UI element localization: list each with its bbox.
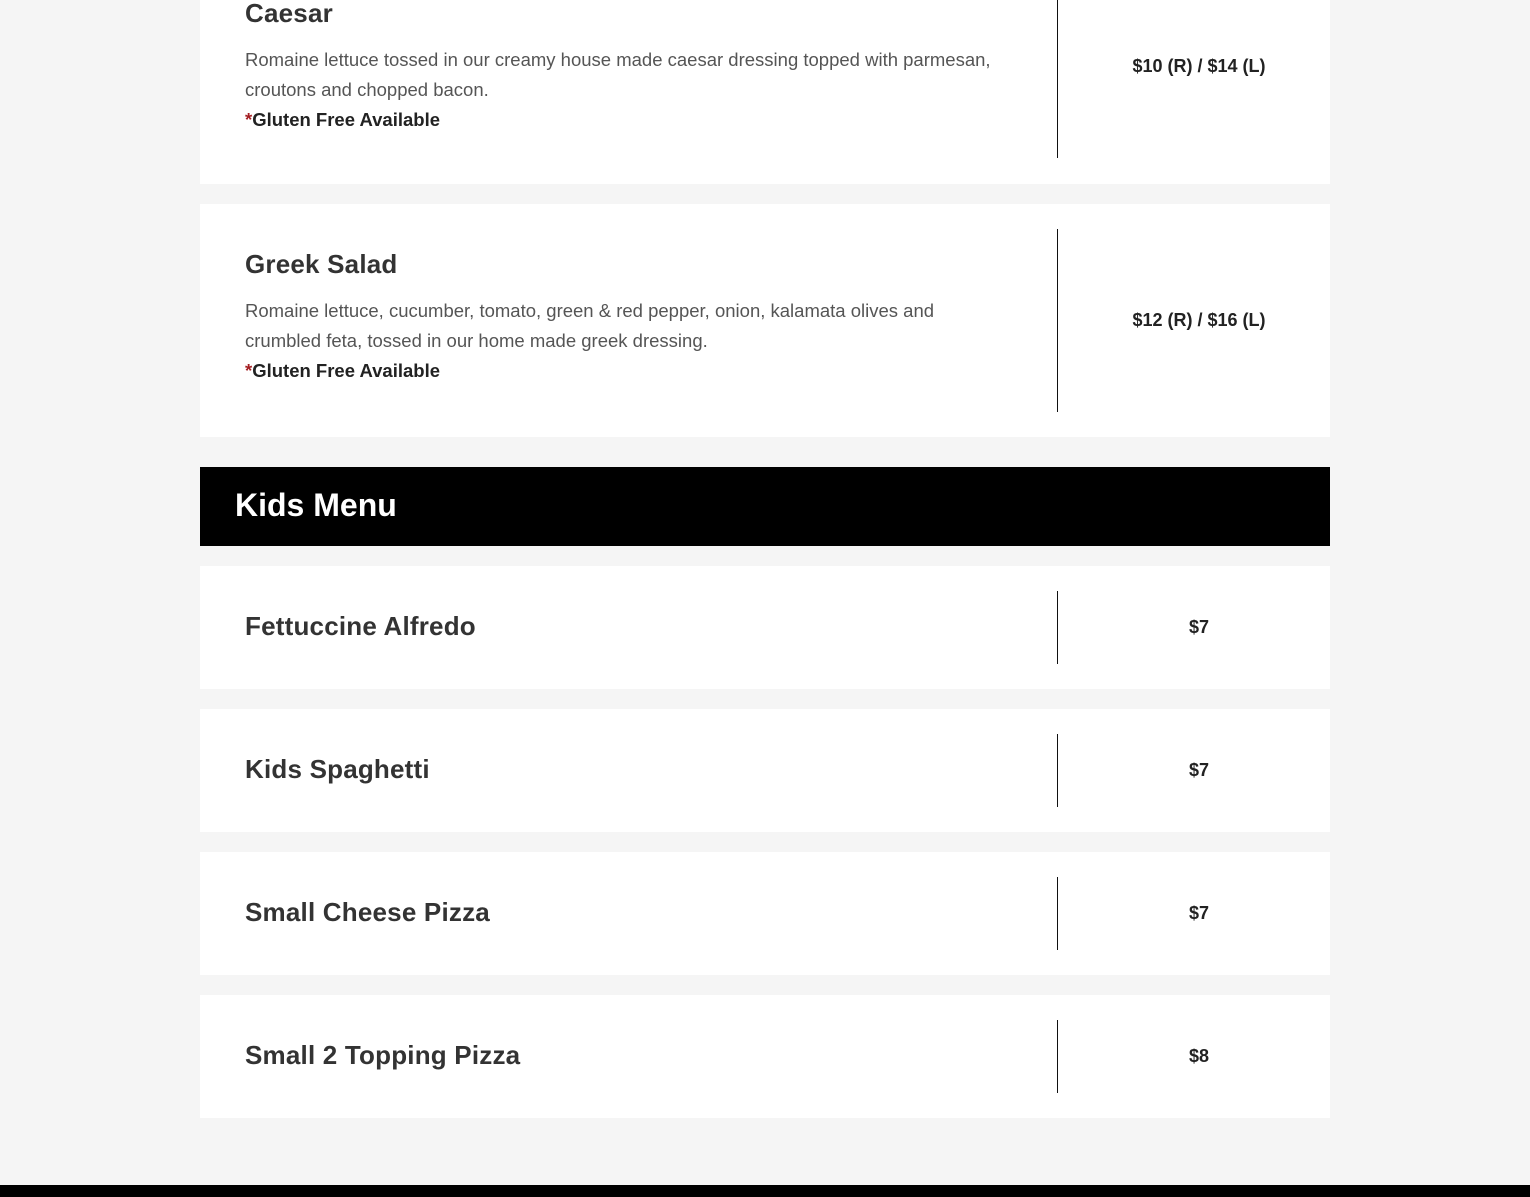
gluten-free-note [245, 105, 1015, 135]
menu-item-price: $12 (R) / $16 (L) [1132, 310, 1266, 330]
menu-item-info [245, 1040, 1015, 1071]
menu-item-title: Kids Spaghetti [245, 754, 430, 784]
menu-item-info [245, 249, 1015, 386]
menu-item-info [245, 754, 1015, 785]
section-header-kids-menu [200, 467, 1330, 546]
gluten-free-note [245, 356, 1015, 386]
asterisk-marker: * [245, 360, 253, 381]
gluten-free-label: Gluten Free Available [252, 109, 441, 130]
menu-item-info [245, 611, 1015, 642]
menu-item-description: Romaine lettuce tossed in our creamy house made caesar dressing topped with parmesan, croutons and chopped bacon. [245, 49, 991, 100]
menu-item-title: Caesar [245, 0, 333, 28]
menu-item-card [200, 204, 1330, 437]
asterisk-marker: * [245, 109, 253, 130]
section-title: Kids Menu [235, 487, 397, 523]
price-divider [1057, 0, 1058, 158]
menu-item-info [245, 897, 1015, 928]
gluten-free-label: Gluten Free Available [252, 360, 441, 381]
menu-item-title: Small 2 Topping Pizza [245, 1040, 521, 1070]
menu-item-price: $7 [1188, 617, 1210, 637]
menu-item-card [200, 995, 1330, 1118]
menu-item-card [200, 566, 1330, 689]
menu-item-title: Fettuccine Alfredo [245, 611, 476, 641]
menu-item-title: Greek Salad [245, 249, 398, 279]
menu-item-card [200, 0, 1330, 184]
menu-item-price: $10 (R) / $14 (L) [1132, 56, 1266, 76]
menu-item-info [245, 0, 1015, 135]
menu-item-price: $7 [1188, 903, 1210, 923]
menu-item-price: $7 [1188, 760, 1210, 780]
menu-item-title: Small Cheese Pizza [245, 897, 490, 927]
menu-item-description: Romaine lettuce, cucumber, tomato, green & red pepper, onion, kalamata olives and crumbled feta, tossed in our home made greek dressing. [245, 300, 935, 351]
footer-bar [0, 1185, 1530, 1197]
menu-item-price: $8 [1188, 1046, 1210, 1066]
menu-item-card [200, 709, 1330, 832]
menu-item-card [200, 852, 1330, 975]
